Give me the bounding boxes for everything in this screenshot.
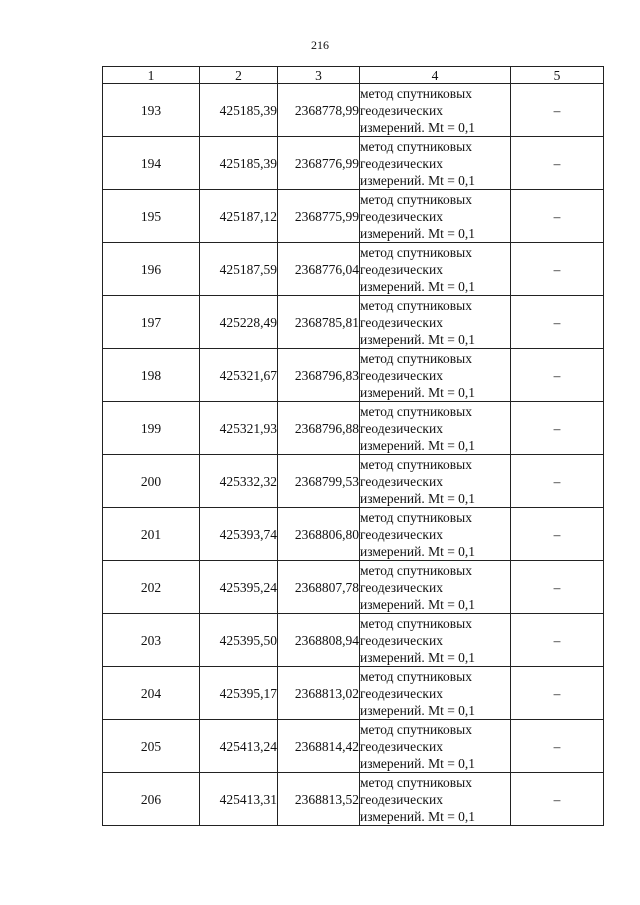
note-cell: –: [511, 720, 604, 773]
note-cell: –: [511, 190, 604, 243]
table-row: [103, 667, 604, 720]
y-coordinate-cell: 2368799,53: [278, 455, 360, 508]
method-cell: [360, 773, 511, 826]
note-cell: –: [511, 349, 604, 402]
method-text-line: геодезических: [360, 420, 443, 436]
table-header-row: [103, 67, 604, 84]
x-coordinate-cell: 425395,17: [200, 667, 278, 720]
table-row: [103, 614, 604, 667]
note-cell: –: [511, 773, 604, 826]
y-coordinate-cell: 2368813,02: [278, 667, 360, 720]
method-cell: [360, 243, 511, 296]
method-text-line: геодезических: [360, 314, 443, 330]
point-number-cell: 193: [103, 84, 200, 137]
method-text-line: геодезических: [360, 791, 443, 807]
point-number-cell: 199: [103, 402, 200, 455]
y-coordinate-cell: 2368814,42: [278, 720, 360, 773]
method-text-line: измерений. Mt = 0,1: [360, 278, 476, 294]
method-cell: [360, 508, 511, 561]
method-text-line: геодезических: [360, 526, 443, 542]
y-coordinate-cell: 2368785,81: [278, 296, 360, 349]
method-text-line: геодезических: [360, 473, 443, 489]
column-header-1: 1: [103, 67, 200, 84]
x-coordinate-cell: 425228,49: [200, 296, 278, 349]
method-cell: [360, 614, 511, 667]
method-text-line: измерений. Mt = 0,1: [360, 649, 476, 665]
method-text-line: измерений. Mt = 0,1: [360, 331, 476, 347]
point-number-cell: 204: [103, 667, 200, 720]
method-text-line: метод спутниковых: [360, 85, 472, 101]
method-text-line: измерений. Mt = 0,1: [360, 702, 476, 718]
note-cell: –: [511, 508, 604, 561]
method-text-line: геодезических: [360, 102, 443, 118]
method-text-line: измерений. Mt = 0,1: [360, 808, 476, 824]
method-cell: [360, 561, 511, 614]
y-coordinate-cell: 2368806,80: [278, 508, 360, 561]
table-row: [103, 508, 604, 561]
y-coordinate-cell: 2368796,88: [278, 402, 360, 455]
method-text-line: геодезических: [360, 685, 443, 701]
x-coordinate-cell: 425321,67: [200, 349, 278, 402]
note-cell: –: [511, 402, 604, 455]
x-coordinate-cell: 425321,93: [200, 402, 278, 455]
point-number-cell: 202: [103, 561, 200, 614]
method-text-line: метод спутниковых: [360, 456, 472, 472]
method-cell: [360, 720, 511, 773]
note-cell: –: [511, 243, 604, 296]
y-coordinate-cell: 2368796,83: [278, 349, 360, 402]
table-row: [103, 296, 604, 349]
point-number-cell: 200: [103, 455, 200, 508]
method-text-line: измерений. Mt = 0,1: [360, 755, 476, 771]
x-coordinate-cell: 425395,24: [200, 561, 278, 614]
column-header-3: 3: [278, 67, 360, 84]
method-text-line: геодезических: [360, 738, 443, 754]
point-number-cell: 198: [103, 349, 200, 402]
method-text-line: метод спутниковых: [360, 562, 472, 578]
note-cell: –: [511, 455, 604, 508]
method-cell: [360, 455, 511, 508]
table-row: [103, 349, 604, 402]
x-coordinate-cell: 425395,50: [200, 614, 278, 667]
method-text-line: метод спутниковых: [360, 403, 472, 419]
y-coordinate-cell: 2368776,99: [278, 137, 360, 190]
y-coordinate-cell: 2368807,78: [278, 561, 360, 614]
column-header-4: 4: [360, 67, 511, 84]
y-coordinate-cell: 2368775,99: [278, 190, 360, 243]
x-coordinate-cell: 425185,39: [200, 137, 278, 190]
method-text-line: геодезических: [360, 579, 443, 595]
note-cell: –: [511, 667, 604, 720]
table-row: [103, 720, 604, 773]
x-coordinate-cell: 425413,31: [200, 773, 278, 826]
page-number: 216: [311, 38, 329, 52]
method-text-line: метод спутниковых: [360, 721, 472, 737]
point-number-cell: 203: [103, 614, 200, 667]
point-number-cell: 205: [103, 720, 200, 773]
method-text-line: измерений. Mt = 0,1: [360, 490, 476, 506]
method-text-line: геодезических: [360, 208, 443, 224]
table-row: [103, 190, 604, 243]
point-number-cell: 195: [103, 190, 200, 243]
column-header-2: 2: [200, 67, 278, 84]
method-text-line: метод спутниковых: [360, 774, 472, 790]
note-cell: –: [511, 296, 604, 349]
table-row: [103, 137, 604, 190]
method-cell: [360, 190, 511, 243]
method-text-line: метод спутниковых: [360, 350, 472, 366]
method-cell: [360, 667, 511, 720]
table-row: [103, 455, 604, 508]
method-text-line: измерений. Mt = 0,1: [360, 119, 476, 135]
method-text-line: геодезических: [360, 261, 443, 277]
table-row: [103, 243, 604, 296]
method-text-line: измерений. Mt = 0,1: [360, 596, 476, 612]
method-text-line: метод спутниковых: [360, 244, 472, 260]
method-text-line: метод спутниковых: [360, 297, 472, 313]
coordinates-table: [102, 66, 604, 826]
method-text-line: измерений. Mt = 0,1: [360, 437, 476, 453]
method-text-line: метод спутниковых: [360, 509, 472, 525]
column-header-5: 5: [511, 67, 604, 84]
method-cell: [360, 137, 511, 190]
y-coordinate-cell: 2368808,94: [278, 614, 360, 667]
x-coordinate-cell: 425413,24: [200, 720, 278, 773]
method-text-line: геодезических: [360, 632, 443, 648]
x-coordinate-cell: 425185,39: [200, 84, 278, 137]
method-cell: [360, 84, 511, 137]
method-text-line: геодезических: [360, 155, 443, 171]
method-text-line: геодезических: [360, 367, 443, 383]
y-coordinate-cell: 2368813,52: [278, 773, 360, 826]
method-cell: [360, 402, 511, 455]
point-number-cell: 194: [103, 137, 200, 190]
note-cell: –: [511, 137, 604, 190]
point-number-cell: 201: [103, 508, 200, 561]
table-row: [103, 773, 604, 826]
y-coordinate-cell: 2368778,99: [278, 84, 360, 137]
x-coordinate-cell: 425187,12: [200, 190, 278, 243]
method-cell: [360, 296, 511, 349]
method-text-line: метод спутниковых: [360, 191, 472, 207]
method-text-line: измерений. Mt = 0,1: [360, 543, 476, 559]
table-row: [103, 561, 604, 614]
method-text-line: метод спутниковых: [360, 615, 472, 631]
method-text-line: метод спутниковых: [360, 138, 472, 154]
table-row: [103, 402, 604, 455]
point-number-cell: 206: [103, 773, 200, 826]
x-coordinate-cell: 425393,74: [200, 508, 278, 561]
note-cell: –: [511, 614, 604, 667]
table-row: [103, 84, 604, 137]
method-text-line: метод спутниковых: [360, 668, 472, 684]
y-coordinate-cell: 2368776,04: [278, 243, 360, 296]
method-text-line: измерений. Mt = 0,1: [360, 384, 476, 400]
method-text-line: измерений. Mt = 0,1: [360, 225, 476, 241]
x-coordinate-cell: 425332,32: [200, 455, 278, 508]
point-number-cell: 196: [103, 243, 200, 296]
method-text-line: измерений. Mt = 0,1: [360, 172, 476, 188]
method-cell: [360, 349, 511, 402]
note-cell: –: [511, 84, 604, 137]
x-coordinate-cell: 425187,59: [200, 243, 278, 296]
note-cell: –: [511, 561, 604, 614]
point-number-cell: 197: [103, 296, 200, 349]
